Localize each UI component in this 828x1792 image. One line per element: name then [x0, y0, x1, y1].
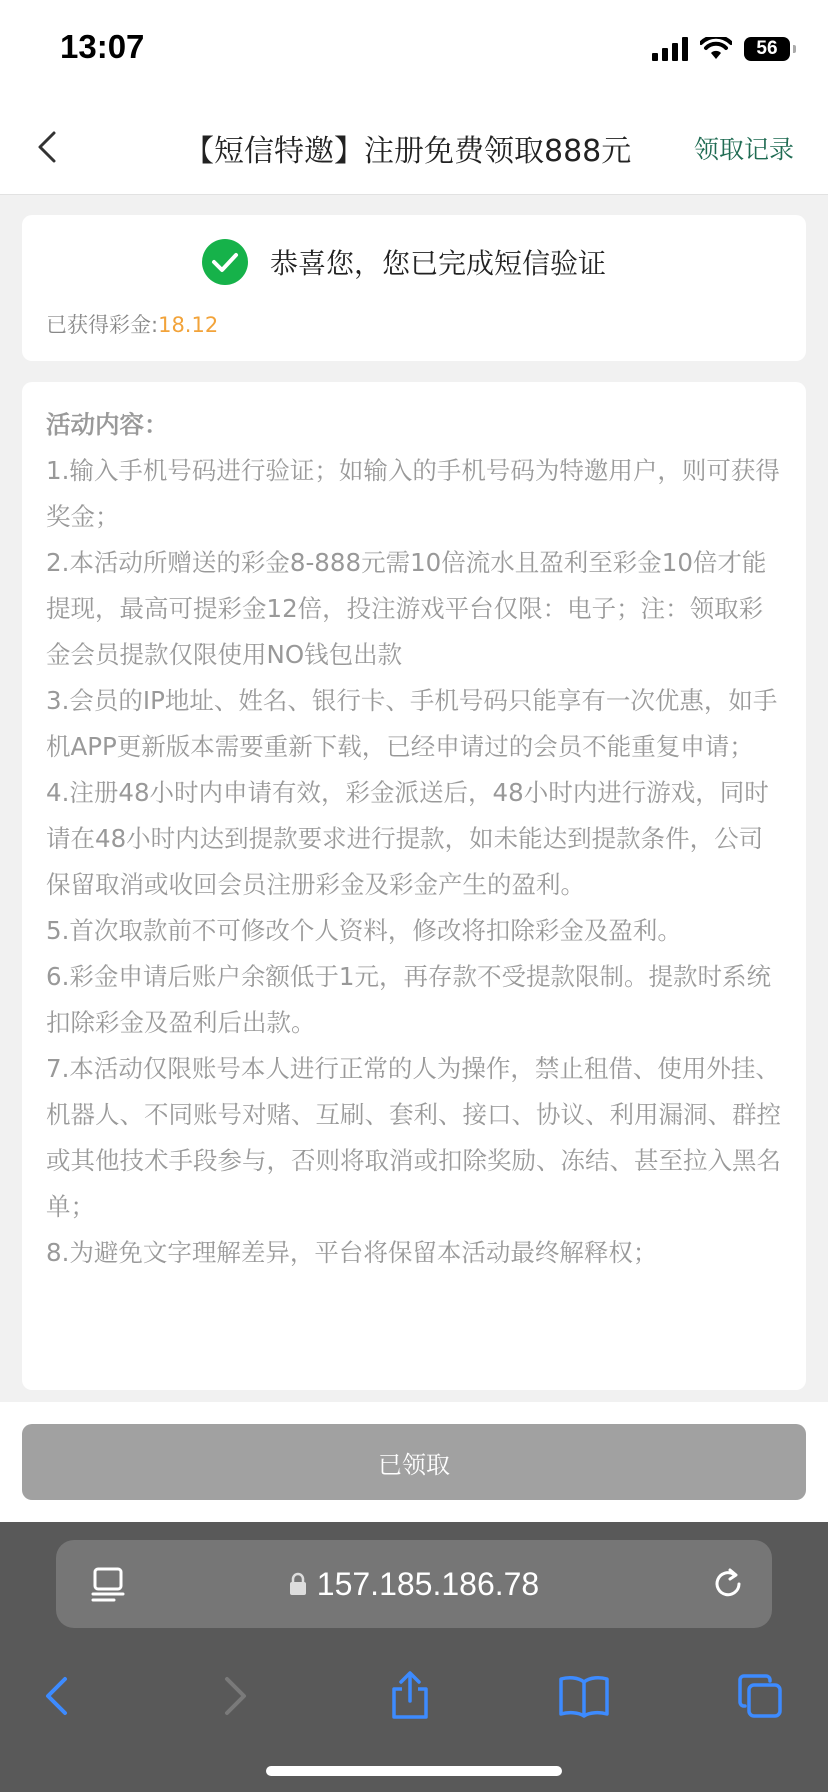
- share-icon: [388, 1671, 432, 1721]
- browser-forward-button[interactable]: [206, 1666, 266, 1726]
- rule-item: 8.为避免文字理解差异，平台将保留本活动最终解释权；: [46, 1238, 658, 1267]
- url-display: [56, 1540, 772, 1628]
- chevron-right-icon: [223, 1676, 249, 1716]
- rule-item: 6.彩金申请后账户余额低于1元，再存款不受提款限制。提款时系统扣除彩金及盈利后出款。: [46, 962, 771, 1037]
- verification-success-card: [22, 215, 806, 361]
- success-message: 恭喜您，您已完成短信验证: [270, 247, 607, 280]
- status-bar: [0, 0, 828, 100]
- rule-item: 7.本活动仅限账号本人进行正常的人为操作，禁止租借、使用外挂、机器人、不同账号对赌、互刷、套利、接口、协议、利用漏洞、群控或其他技术手段参与，否则将取消或扣除奖励、冻结、甚至拉入黑名单；: [46, 1054, 781, 1221]
- status-icons: [652, 34, 790, 64]
- back-button[interactable]: [22, 122, 72, 172]
- url-text: 157.185.186.78: [316, 1565, 540, 1602]
- browser-nav-row: [0, 1656, 828, 1736]
- book-icon: [558, 1674, 610, 1718]
- bottom-button-area: [0, 1402, 828, 1522]
- share-button[interactable]: [380, 1666, 440, 1726]
- rules-text: [46, 402, 786, 1276]
- tabs-button[interactable]: [730, 1666, 790, 1726]
- rules-title: 活动内容：: [46, 410, 169, 439]
- rule-item: 4.注册48小时内申请有效，彩金派送后，48小时内进行游戏，同时请在48小时内达到提款要求进行提款，如未能达到提款条件，公司保留取消或收回会员注册彩金及彩金产生的盈利。: [46, 778, 769, 899]
- success-message-row: [202, 239, 606, 285]
- rule-item: 1.输入手机号码进行验证；如输入的手机号码为特邀用户，则可获得奖金；: [46, 456, 780, 531]
- chevron-left-icon: [36, 130, 58, 164]
- tabs-icon: [737, 1673, 783, 1719]
- rule-item: 5.首次取款前不可修改个人资料，修改将扣除彩金及盈利。: [46, 916, 682, 945]
- lock-icon: [289, 1572, 307, 1596]
- bonus-line: [46, 309, 218, 339]
- cellular-signal-icon: [652, 37, 688, 61]
- rule-item: 2.本活动所赠送的彩金8-888元需10倍流水且盈利至彩金10倍才能提现，最高可提彩金12倍，投注游戏平台仅限：电子；注：领取彩金会员提款仅限使用NO钱包出款: [46, 548, 767, 669]
- bookmarks-button[interactable]: [554, 1666, 614, 1726]
- browser-back-button[interactable]: [26, 1666, 86, 1726]
- nav-header: [0, 100, 828, 195]
- bonus-amount: 18.12: [158, 313, 219, 337]
- bonus-label: 已获得彩金:: [46, 313, 159, 337]
- rule-item: 3.会员的IP地址、姓名、银行卡、手机号码只能享有一次优惠，如手机APP更新版本需要重新下载，已经申请过的会员不能重复申请；: [46, 686, 778, 761]
- records-link[interactable]: 领取记录: [693, 135, 794, 164]
- reload-icon[interactable]: [710, 1566, 746, 1602]
- wifi-icon: [700, 37, 732, 61]
- battery-icon: 56: [744, 37, 790, 61]
- page-title: 【短信特邀】注册免费领取888元: [184, 134, 632, 169]
- check-circle-icon: [202, 239, 248, 285]
- claimed-button[interactable]: 已领取: [22, 1424, 806, 1500]
- activity-rules-card: [22, 382, 806, 1390]
- status-time: 13:07: [60, 28, 145, 65]
- browser-toolbar: [0, 1522, 828, 1792]
- address-bar[interactable]: [56, 1540, 772, 1628]
- home-indicator: [266, 1766, 562, 1776]
- chevron-left-icon: [43, 1676, 69, 1716]
